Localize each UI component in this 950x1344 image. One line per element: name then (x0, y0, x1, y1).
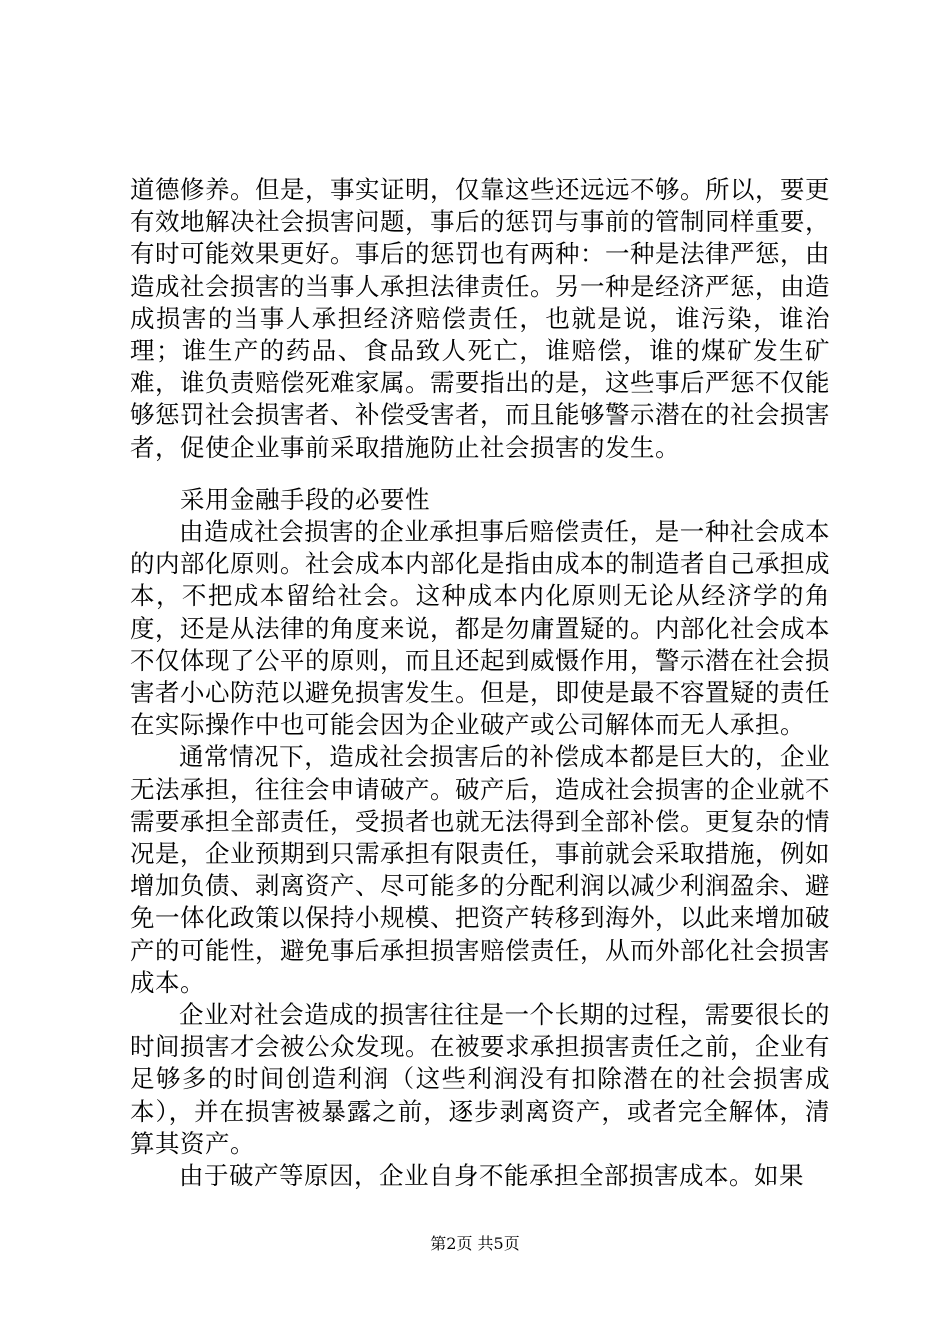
paragraph-2: 由造成社会损害的企业承担事后赔偿责任，是一种社会成本的内部化原则。社会成本内部化是指由成本的制造者自己承担成本，不把成本留给社会。这种成本内化原则无论从经济学的角度，还是从法律的角度来说，都是勿庸置疑的。内部化社会成本不仅体现了公平的原则，而且还起到威慑作用，警示潜在社会损害者小心防范以避免损害发生。但是，即使是最不容置疑的责任在实际操作中也可能会因为企业破产或公司解体而无人承担。 (130, 517, 830, 740)
paragraph-4: 企业对社会造成的损害往往是一个长期的过程，需要很长的时间损害才会被公众发现。在被要求承担损害责任之前，企业有足够多的时间创造利润（这些利润没有扣除潜在的社会损害成本），并在损害被暴露之前，逐步剥离资产，或者完全解体，清算其资产。 (130, 1000, 830, 1158)
page-number: 第2页 共5页 (430, 1234, 520, 1253)
paragraph-5: 由于破产等原因，企业自身不能承担全部损害成本。如果 (179, 1161, 804, 1191)
paragraph-3: 通常情况下，造成社会损害后的补偿成本都是巨大的，企业无法承担，往往会申请破产。破产后，造成社会损害的企业就不需要承担全部责任，受损者也就无法得到全部补偿。更复杂的情况是，企业预期到只需承担有限责任，事前就会采取措施，例如增加负债、剥离资产、尽可能多的分配利润以减少利润盈余、避免一体化政策以保持小规模、把资产转移到海外，以此来增加破产的可能性，避免事后承担损害赔偿责任，从而外部化社会损害成本。 (130, 742, 830, 997)
paragraph-continuation (130, 174, 830, 464)
paragraph-1: 道德修养。但是，事实证明，仅靠这些还远远不够。所以，要更有效地解决社会损害问题，事后的惩罚与事前的管制同样重要，有时可能效果更好。事后的惩罚也有两种：一种是法律严惩，由造成社会损害的当事人承担法律责任。另一种是经济严惩，由造成损害的当事人承担经济赔偿责任，也就是说，谁污染，谁治理；谁生产的药品、食品致人死亡，谁赔偿，谁的煤矿发生矿难，谁负责赔偿死难家属。需要指出的是，这些事后严惩不仅能够惩罚社会损害者、补偿受害者，而且能够警示潜在的社会损害者，促使企业事前采取措施防止社会损害的发生。 (130, 175, 830, 462)
page-footer (0, 1234, 950, 1254)
section-body (130, 516, 830, 1192)
section-heading: 采用金融手段的必要性 (180, 485, 430, 514)
